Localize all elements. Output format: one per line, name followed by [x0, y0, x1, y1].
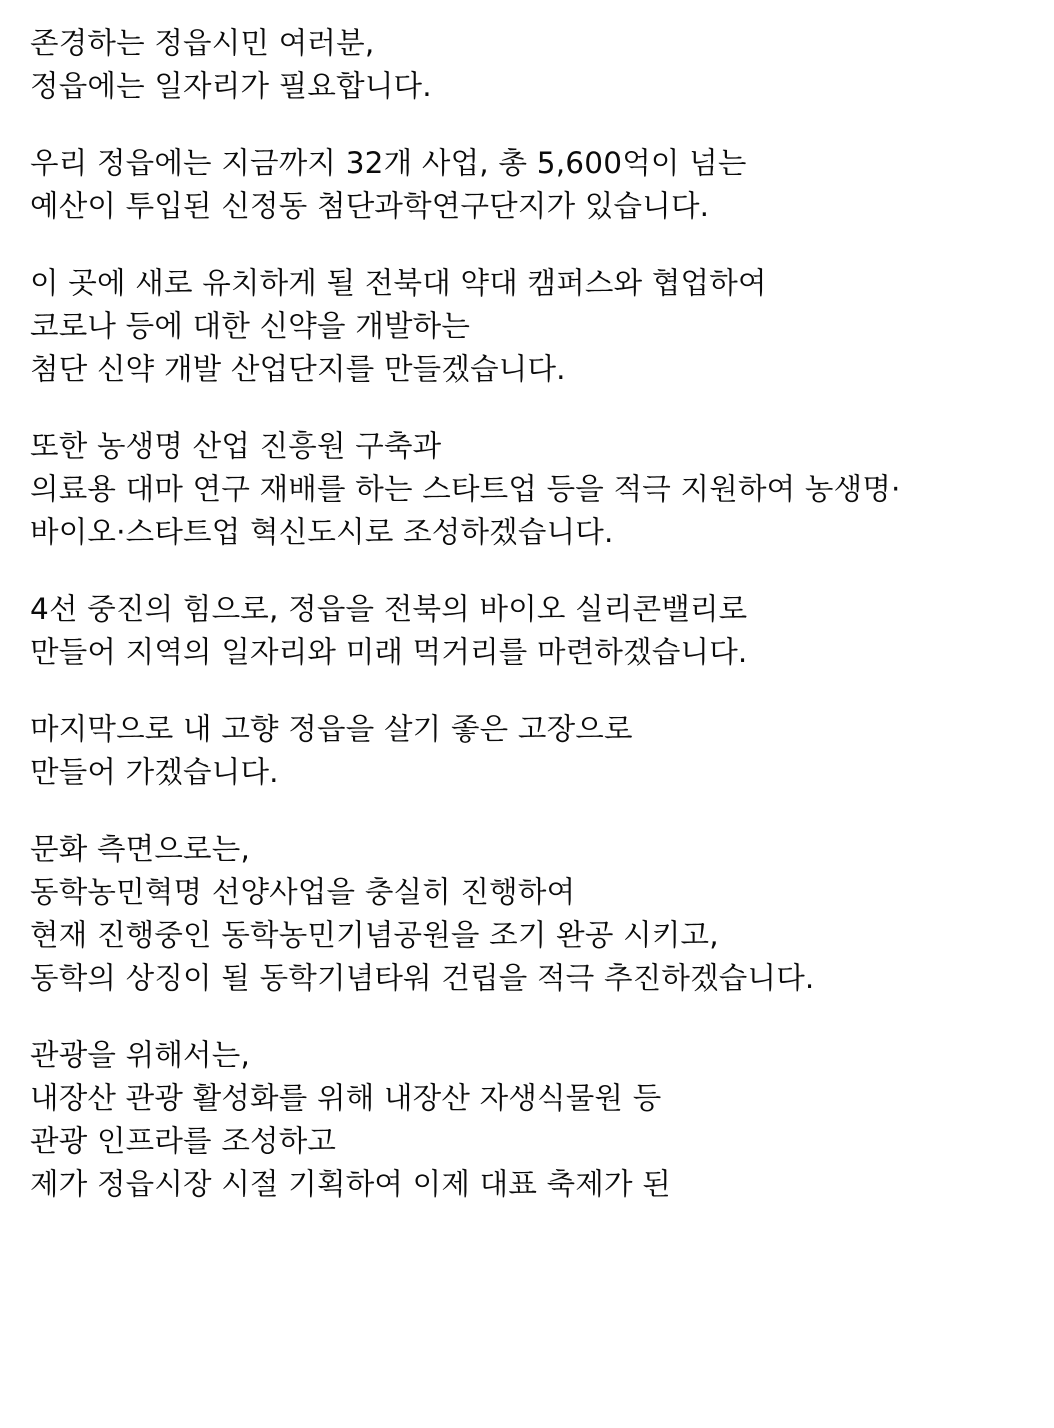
paragraph — [30, 1034, 1024, 1206]
text-line: 바이오·스타트업 혁신도시로 조성하겠습니다. — [30, 515, 614, 549]
paragraph — [30, 425, 1024, 554]
text-line: 또한 농생명 산업 진흥원 구축과 — [30, 429, 442, 463]
text-line: 우리 정읍에는 지금까지 32개 사업, 총 5,600억이 넘는 — [30, 146, 747, 180]
text-line: 문화 측면으로는, — [30, 832, 251, 866]
text-line: 마지막으로 내 고향 정읍을 살기 좋은 고장으로 — [30, 712, 633, 746]
text-line: 존경하는 정읍시민 여러분, — [30, 26, 375, 60]
text-line: 관광 인프라를 조성하고 — [30, 1124, 337, 1158]
text-line: 의료용 대마 연구 재배를 하는 스타트업 등을 적극 지원하여 농생명· — [30, 472, 901, 506]
paragraph — [30, 708, 1024, 794]
text-line: 만들어 가겠습니다. — [30, 755, 279, 789]
paragraph — [30, 142, 1024, 228]
text-line: 동학의 상징이 될 동학기념타워 건립을 적극 추진하겠습니다. — [30, 961, 815, 995]
text-line: 관광을 위해서는, — [30, 1038, 251, 1072]
text-line: 예산이 투입된 신정동 첨단과학연구단지가 있습니다. — [30, 189, 710, 223]
text-line: 내장산 관광 활성화를 위해 내장산 자생식물원 등 — [30, 1081, 662, 1115]
text-line: 제가 정읍시장 시절 기획하여 이제 대표 축제가 된 — [30, 1167, 671, 1201]
text-line: 현재 진행중인 동학농민기념공원을 조기 완공 시키고, — [30, 918, 719, 952]
paragraph — [30, 588, 1024, 674]
text-line: 코로나 등에 대한 신약을 개발하는 — [30, 309, 471, 343]
text-line: 동학농민혁명 선양사업을 충실히 진행하여 — [30, 875, 576, 909]
text-line: 정읍에는 일자리가 필요합니다. — [30, 69, 432, 103]
paragraph — [30, 262, 1024, 391]
text-line: 첨단 신약 개발 산업단지를 만들겠습니다. — [30, 352, 566, 386]
paragraph — [30, 22, 1024, 108]
text-line: 4선 중진의 힘으로, 정읍을 전북의 바이오 실리콘밸리로 — [30, 592, 748, 626]
text-line: 만들어 지역의 일자리와 미래 먹거리를 마련하겠습니다. — [30, 635, 748, 669]
paragraph — [30, 828, 1024, 1000]
text-line: 이 곳에 새로 유치하게 될 전북대 약대 캠퍼스와 협업하여 — [30, 266, 767, 300]
